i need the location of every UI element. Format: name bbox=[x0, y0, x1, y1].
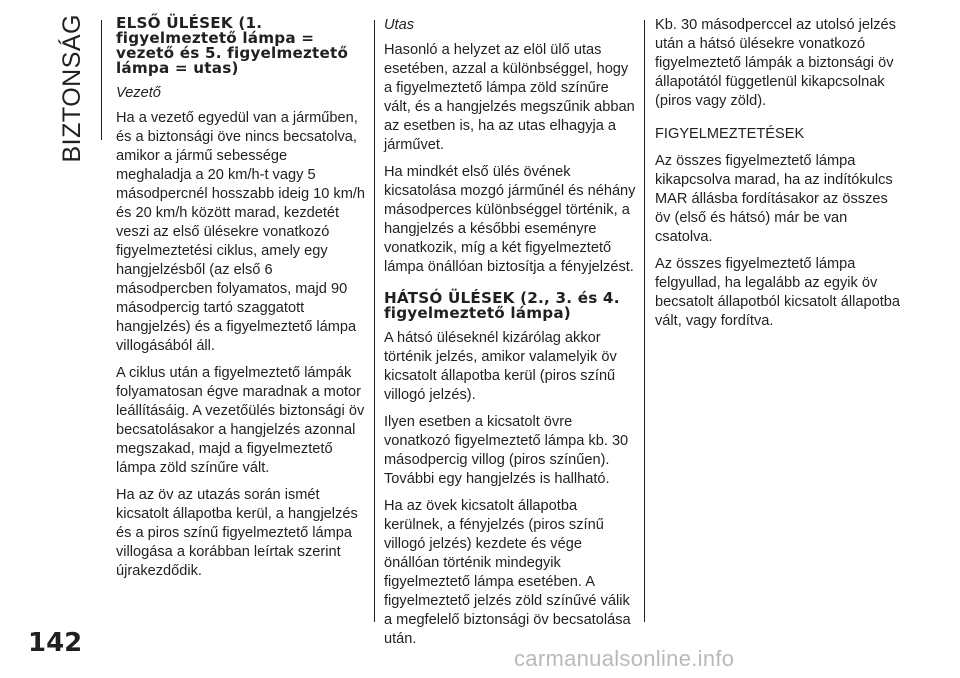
heading-front-seats: ELSŐ ÜLÉSEK (1. figyelmeztető lámpa = vezető és 5. figyelmeztető lámpa = utas) bbox=[116, 14, 349, 77]
paragraph: Kb. 30 másodperccel az utolsó jelzés után a hátsó ülésekre vonatkozó figyelmeztető lámpák a biztonsági öv állapotától függetlenül kikapcsolnak (piros vagy zöld). bbox=[655, 17, 896, 109]
paragraph: Az összes figyelmeztető lámpa kikapcsolva marad, ha az indítókulcs MAR állásba fordításakor az összes öv (első és hátsó) már be van csatolva. bbox=[655, 153, 893, 245]
subheading-driver: Vezető bbox=[116, 85, 161, 101]
watermark: carmanualsonline.info bbox=[514, 646, 735, 671]
paragraph: Az összes figyelmeztető lámpa felgyullad, ha legalább az egyik öv becsatolt állapotból kicsatolt állapotba vált, vagy fordítva. bbox=[655, 256, 901, 329]
heading-rear-seats: HÁTSÓ ÜLÉSEK (2., 3. és 4. figyelmeztető lámpa) bbox=[384, 289, 620, 322]
paragraph: A ciklus után a figyelmeztető lámpák folyamatosan égve maradnak a motor leállításáig. A vezetőülés biztonsági öv becsatolásakor a hangjelzés azonnal megszakad, majd a figyelmeztető lámpa zöld színűre vált. bbox=[116, 365, 365, 476]
column-1 bbox=[116, 16, 366, 589]
section-rule bbox=[101, 20, 102, 140]
paragraph: Ha a vezető egyedül van a járműben, és a biztonsági öve nincs becsatolva, amikor a jármű sebessége meghaladja a 20 km/h-t vagy 5 másodpercnél hosszabb ideig 10 km/h és 20 km/h között marad, kezdetét veszi az első ülésekre vonatkozó figyelmeztetési ciklus, amely egy hangjelzésből (az első 6 másodpercben folyamatos, majd 90 másodpercig tartó szaggatott hangjelzés) és a figyelmeztető lámpa villogásából áll. bbox=[116, 110, 366, 354]
section-label: BIZTONSÁG bbox=[58, 14, 86, 163]
column-divider bbox=[374, 20, 375, 622]
heading-warnings: FIGYELMEZTETÉSEK bbox=[655, 126, 805, 142]
paragraph: Ha az öv az utazás során ismét kicsatolt állapotba kerül, a hangjelzés és a piros színű figyelmeztető lámpa villogása a korábban leírtak szerint újrakezdődik. bbox=[116, 487, 358, 579]
column-divider bbox=[644, 20, 645, 622]
paragraph: Ha az övek kicsatolt állapotba kerülnek, a fényjelzés (piros színű villogó jelzés) kezdete és vége önállóan történik mindegyik figyelmeztető lámpa esetében. A figyelmeztető jelzés zöld színűvé válik a megfelelő biztonsági öv becsatolása után. bbox=[384, 498, 631, 647]
subheading-passenger: Utas bbox=[384, 17, 415, 33]
paragraph: A hátsó üléseknél kizárólag akkor történik jelzés, amikor valamelyik öv kicsatolt állapotba kerül (piros színű villogó jelzés). bbox=[384, 330, 617, 403]
paragraph: Ilyen esetben a kicsatolt övre vonatkozó figyelmeztető lámpa kb. 30 másodpercig villog (piros színűen). További egy hangjelzés is hallható. bbox=[384, 414, 629, 487]
column-3 bbox=[655, 16, 907, 339]
paragraph: Ha mindkét első ülés övének kicsatolása mozgó járműnél és néhány másodperces különbséggel történik, a hangjelzés a későbbi eseményre vonatkozik, míg a két figyelmeztető lámpa önállóan biztosítja a fényjelzést. bbox=[384, 164, 636, 275]
paragraph: Hasonló a helyzet az elöl ülő utas esetében, azzal a különbséggel, hogy a figyelmeztető lámpa zöld színűre vált, és a hangjelzés megszűnik abban az esetben is, ha az utas elhagyja a járművet. bbox=[384, 42, 635, 153]
column-2 bbox=[384, 16, 636, 657]
page-number: 142 bbox=[28, 628, 83, 658]
